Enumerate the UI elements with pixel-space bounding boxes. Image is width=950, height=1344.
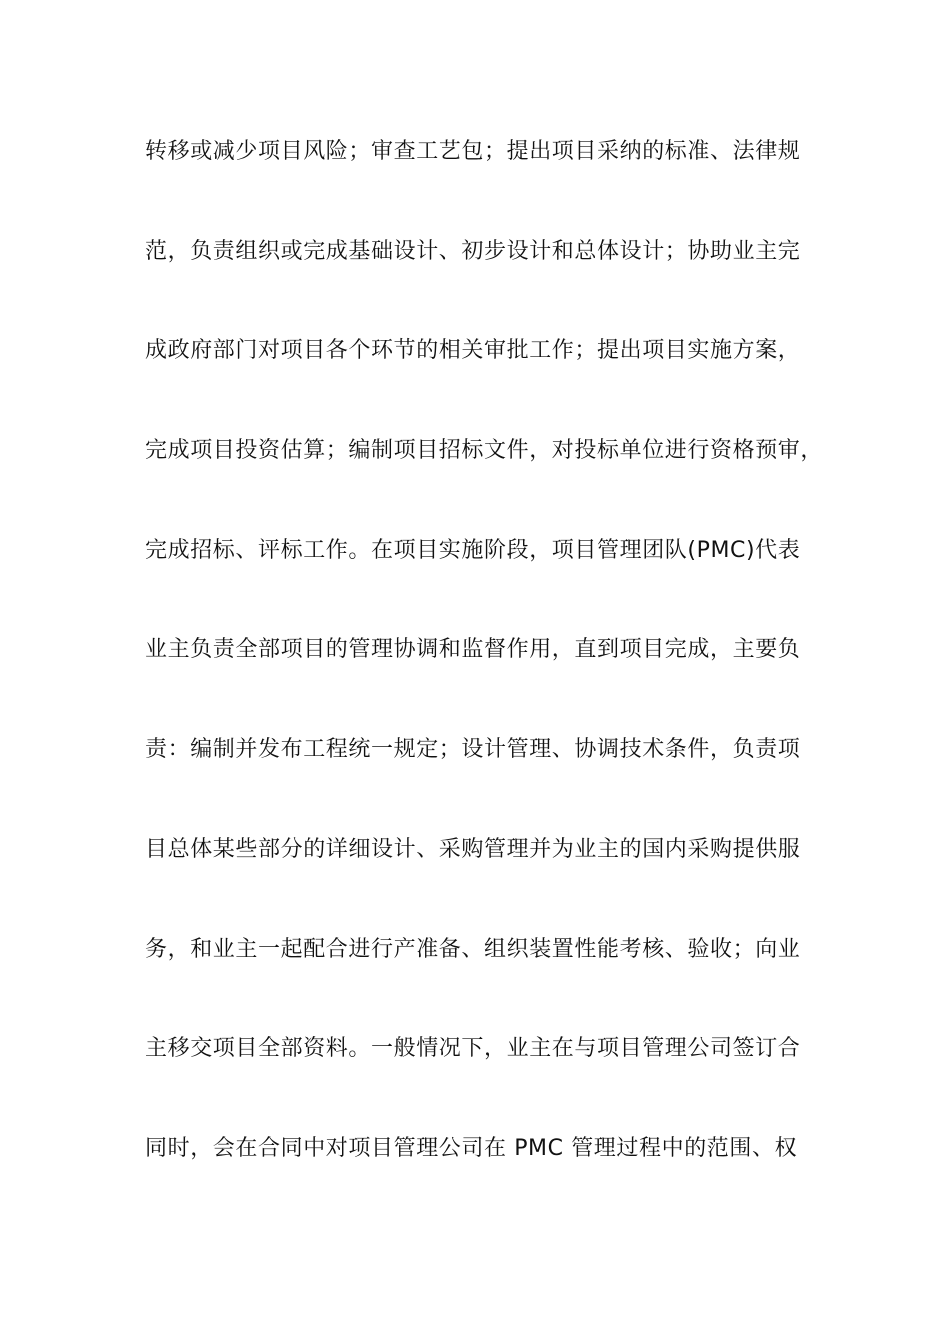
text-line-10: 主移交项目全部资料。一般情况下，业主在与项目管理公司签订合 <box>145 1036 801 1062</box>
text-line-6: 业主负责全部项目的管理协调和监督作用，直到项目完成，主要负 <box>145 637 801 663</box>
text-line-11: 同时，会在合同中对项目管理公司在 PMC 管理过程中的范围、权 <box>145 1135 798 1161</box>
text-line-3: 成政府部门对项目各个环节的相关审批工作；提出项目实施方案， <box>145 338 801 364</box>
text-line-9: 务，和业主一起配合进行产准备、组织装置性能考核、验收；向业 <box>145 936 801 962</box>
body-text <box>145 132 845 1229</box>
text-line-7: 责：编制并发布工程统一规定；设计管理、协调技术条件，负责项 <box>145 737 801 763</box>
text-line-4: 完成项目投资估算；编制项目招标文件，对投标单位进行资格预审， <box>145 438 824 464</box>
text-line-1: 转移或减少项目风险；审查工艺包；提出项目采纳的标准、法律规 <box>145 139 801 164</box>
text-line-8: 目总体某些部分的详细设计、采购管理并为业主的国内采购提供服 <box>145 836 801 862</box>
text-line-5: 完成招标、评标工作。在项目实施阶段，项目管理团队(PMC)代表 <box>145 537 801 563</box>
text-line-2: 范，负责组织或完成基础设计、初步设计和总体设计；协助业主完 <box>145 238 801 264</box>
